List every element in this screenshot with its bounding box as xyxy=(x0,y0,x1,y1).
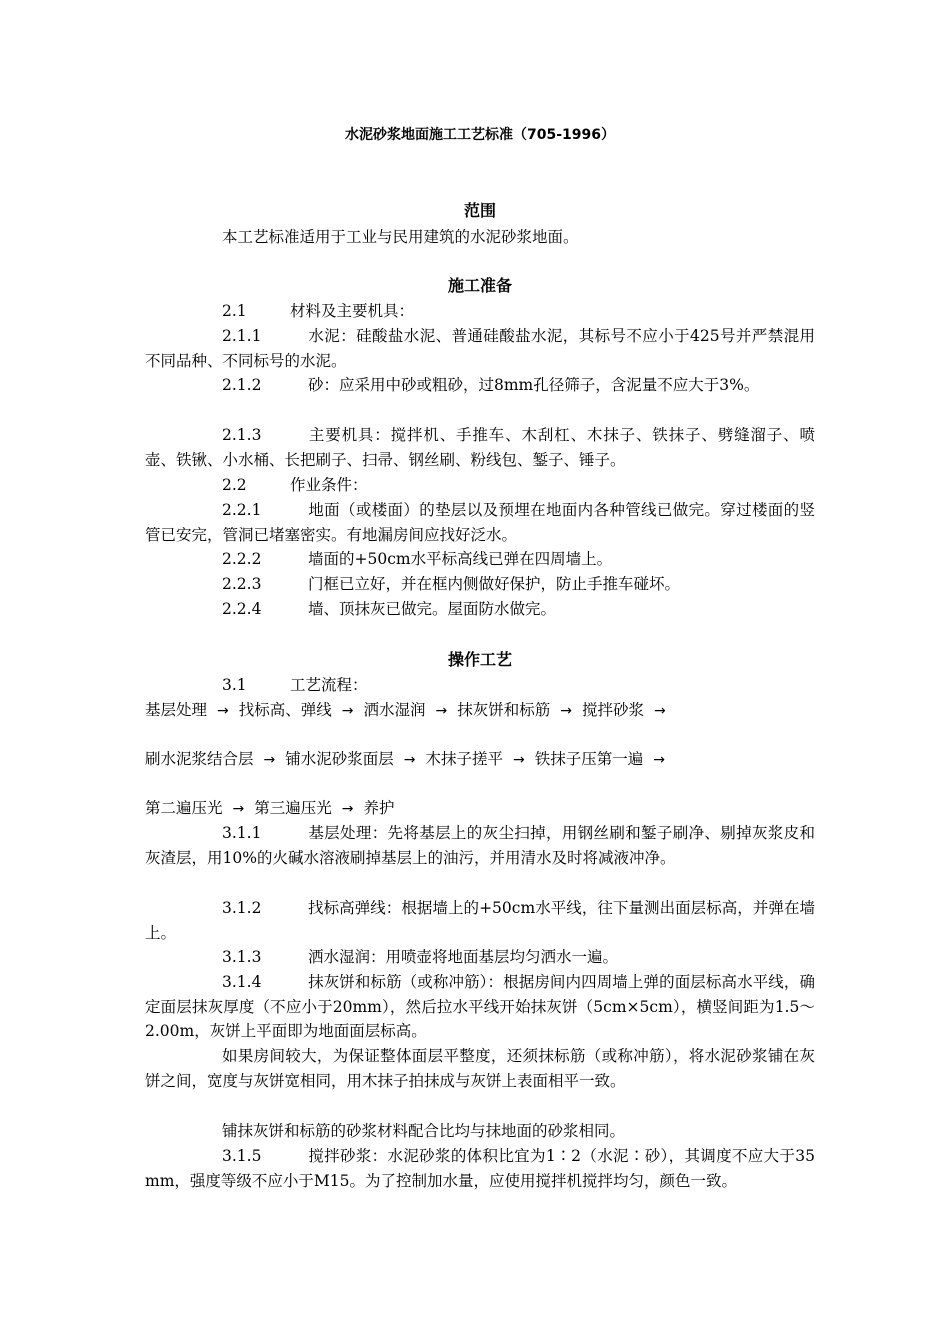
process-flow-line-2 xyxy=(145,747,815,772)
clause-text: 工艺流程： xyxy=(290,676,368,694)
section-heading-operation: 操作工艺 xyxy=(447,650,512,669)
paragraph-2-2 xyxy=(145,473,815,498)
process-flow-line-3 xyxy=(145,796,815,821)
clause-text: 砂：应采用中砂或粗砂，过8mm孔径筛子，含泥量不应大于3%。 xyxy=(308,376,760,394)
clause-number: 3.1.3 xyxy=(222,948,262,966)
clause-text: 材料及主要机具： xyxy=(290,302,415,320)
arrow-right-icon: → xyxy=(513,752,525,768)
clause-text: 墙、顶抹灰已做完。屋面防水做完。 xyxy=(308,600,557,618)
clause-text: 洒水湿润：用喷壶将地面基层均匀洒水一遍。 xyxy=(308,948,619,966)
paragraph-3-1-5 xyxy=(145,1144,815,1193)
flow-step: 第二遍压光 xyxy=(145,799,223,817)
paragraph-2-1-3 xyxy=(145,423,815,472)
clause-text: 主要机具：搅拌机、手推车、木刮杠、木抹子、铁抹子、劈缝溜子、喷壶、铁锹、小水桶、长把刷子、扫帚、钢丝刷、粉线包、錾子、锤子。 xyxy=(145,426,815,469)
arrow-right-icon: → xyxy=(653,752,665,768)
flow-step: 洒水湿润 xyxy=(363,701,426,719)
paragraph-2-1-1 xyxy=(145,324,815,373)
arrow-right-icon: → xyxy=(560,703,572,719)
arrow-right-icon: → xyxy=(341,801,354,817)
paragraph-2-1-2 xyxy=(145,373,815,398)
paragraph-2-2-4 xyxy=(145,597,815,622)
flow-step: 基层处理 xyxy=(145,701,208,719)
paragraph-large-room: 如果房间较大，为保证整体面层平整度，还须抹标筋（或称冲筋），将水泥砂浆铺在灰饼之间，宽度与灰饼宽相同，用木抹子拍抹成与灰饼上表面相平一致。 xyxy=(145,1047,815,1090)
clause-text: 墙面的+50cm水平标高线已弹在四周墙上。 xyxy=(308,550,613,568)
arrow-right-icon: → xyxy=(232,801,245,817)
clause-text: 作业条件： xyxy=(290,476,368,494)
paragraph-3-1-1 xyxy=(145,821,815,870)
clause-number: 3.1.4 xyxy=(222,973,262,991)
clause-text: 搅拌砂浆：水泥砂浆的体积比宜为1∶2（水泥∶砂），其调度不应大于35mm，强度等级不应小于M15。为了控制加水量，应使用搅拌机搅拌均匀，颜色一致。 xyxy=(145,1147,815,1190)
flow-step: 木抹子搓平 xyxy=(425,750,504,768)
clause-number: 2.2.2 xyxy=(222,550,262,568)
clause-number: 2.1.2 xyxy=(222,376,262,394)
paragraph-2-2-3 xyxy=(145,572,815,597)
paragraph-2-2-2 xyxy=(145,547,815,572)
arrow-right-icon: → xyxy=(435,703,448,719)
clause-text: 基层处理：先将基层上的灰尘扫掉，用钢丝刷和錾子刷净、剔掉灰浆皮和灰渣层，用10%的火碱水溶液刷掉基层上的油污，并用清水及时将减液冲净。 xyxy=(145,824,815,867)
paragraph-3-1 xyxy=(145,673,815,698)
clause-number: 2.2.4 xyxy=(222,600,262,618)
clause-number: 2.2.3 xyxy=(222,575,262,593)
arrow-right-icon: → xyxy=(263,752,276,768)
arrow-right-icon: → xyxy=(217,703,229,719)
paragraph-3-1-2 xyxy=(145,896,815,945)
clause-number: 3.1.1 xyxy=(222,824,262,842)
clause-text: 找标高弹线：根据墙上的+50cm水平线，往下量测出面层标高，并弹在墙上。 xyxy=(145,899,815,942)
clause-number: 3.1.2 xyxy=(222,899,262,917)
clause-number: 2.1.3 xyxy=(222,426,262,444)
clause-text: 抹灰饼和标筋（或称冲筋）：根据房间内四周墙上弹的面层标高水平线，确定面层抹灰厚度（不应小于20mm），然后拉水平线开始抹灰饼（5cm×5cm），横竖间距为1.5～2.00m，灰饼上平面即为地面面层标高。 xyxy=(145,973,815,1041)
flow-step: 抹灰饼和标筋 xyxy=(457,701,551,719)
flow-step: 第三遍压光 xyxy=(254,799,332,817)
scope-paragraph: 本工艺标准适用于工业与民用建筑的水泥砂浆地面。 xyxy=(222,228,579,246)
flow-step: 养护 xyxy=(363,799,395,817)
flow-step: 铺水泥砂浆面层 xyxy=(285,750,394,768)
clause-number: 3.1 xyxy=(222,676,247,694)
paragraph-2-1 xyxy=(145,299,815,324)
flow-step: 找标高、弹线 xyxy=(238,701,332,719)
document-title: 水泥砂浆地面施工工艺标准（705-1996） xyxy=(345,127,615,143)
flow-step: 铁抹子压第一遍 xyxy=(534,750,644,768)
flow-step: 刷水泥浆结合层 xyxy=(145,750,254,768)
arrow-right-icon: → xyxy=(341,703,354,719)
clause-text: 地面（或楼面）的垫层以及预埋在地面内各种管线已做完。穿过楼面的竖管已安完，管洞已堵塞密实。有地漏房间应找好泛水。 xyxy=(145,501,815,544)
clause-number: 3.1.5 xyxy=(222,1147,262,1165)
clause-number: 2.1 xyxy=(222,302,247,320)
section-heading-preparation: 施工准备 xyxy=(447,276,512,295)
clause-text: 水泥：硅酸盐水泥、普通硅酸盐水泥，其标号不应小于425号并严禁混用不同品种、不同标号的水泥。 xyxy=(145,327,815,370)
paragraph-3-1-4 xyxy=(145,970,815,1044)
paragraph-3-1-3 xyxy=(145,945,815,970)
clause-number: 2.2 xyxy=(222,476,247,494)
paragraph-mix-ratio: 铺抹灰饼和标筋的砂浆材料配合比均与抹地面的砂浆相同。 xyxy=(222,1122,626,1140)
arrow-right-icon: → xyxy=(654,703,666,719)
clause-number: 2.2.1 xyxy=(222,501,262,519)
process-flow-line-1 xyxy=(145,698,815,723)
section-heading-scope: 范围 xyxy=(463,201,496,220)
clause-text: 门框已立好，并在框内侧做好保护，防止手推车碰坏。 xyxy=(308,575,681,593)
arrow-right-icon: → xyxy=(403,752,416,768)
clause-number: 2.1.1 xyxy=(222,327,262,345)
paragraph-2-2-1 xyxy=(145,498,815,547)
flow-step: 搅拌砂浆 xyxy=(582,701,645,719)
